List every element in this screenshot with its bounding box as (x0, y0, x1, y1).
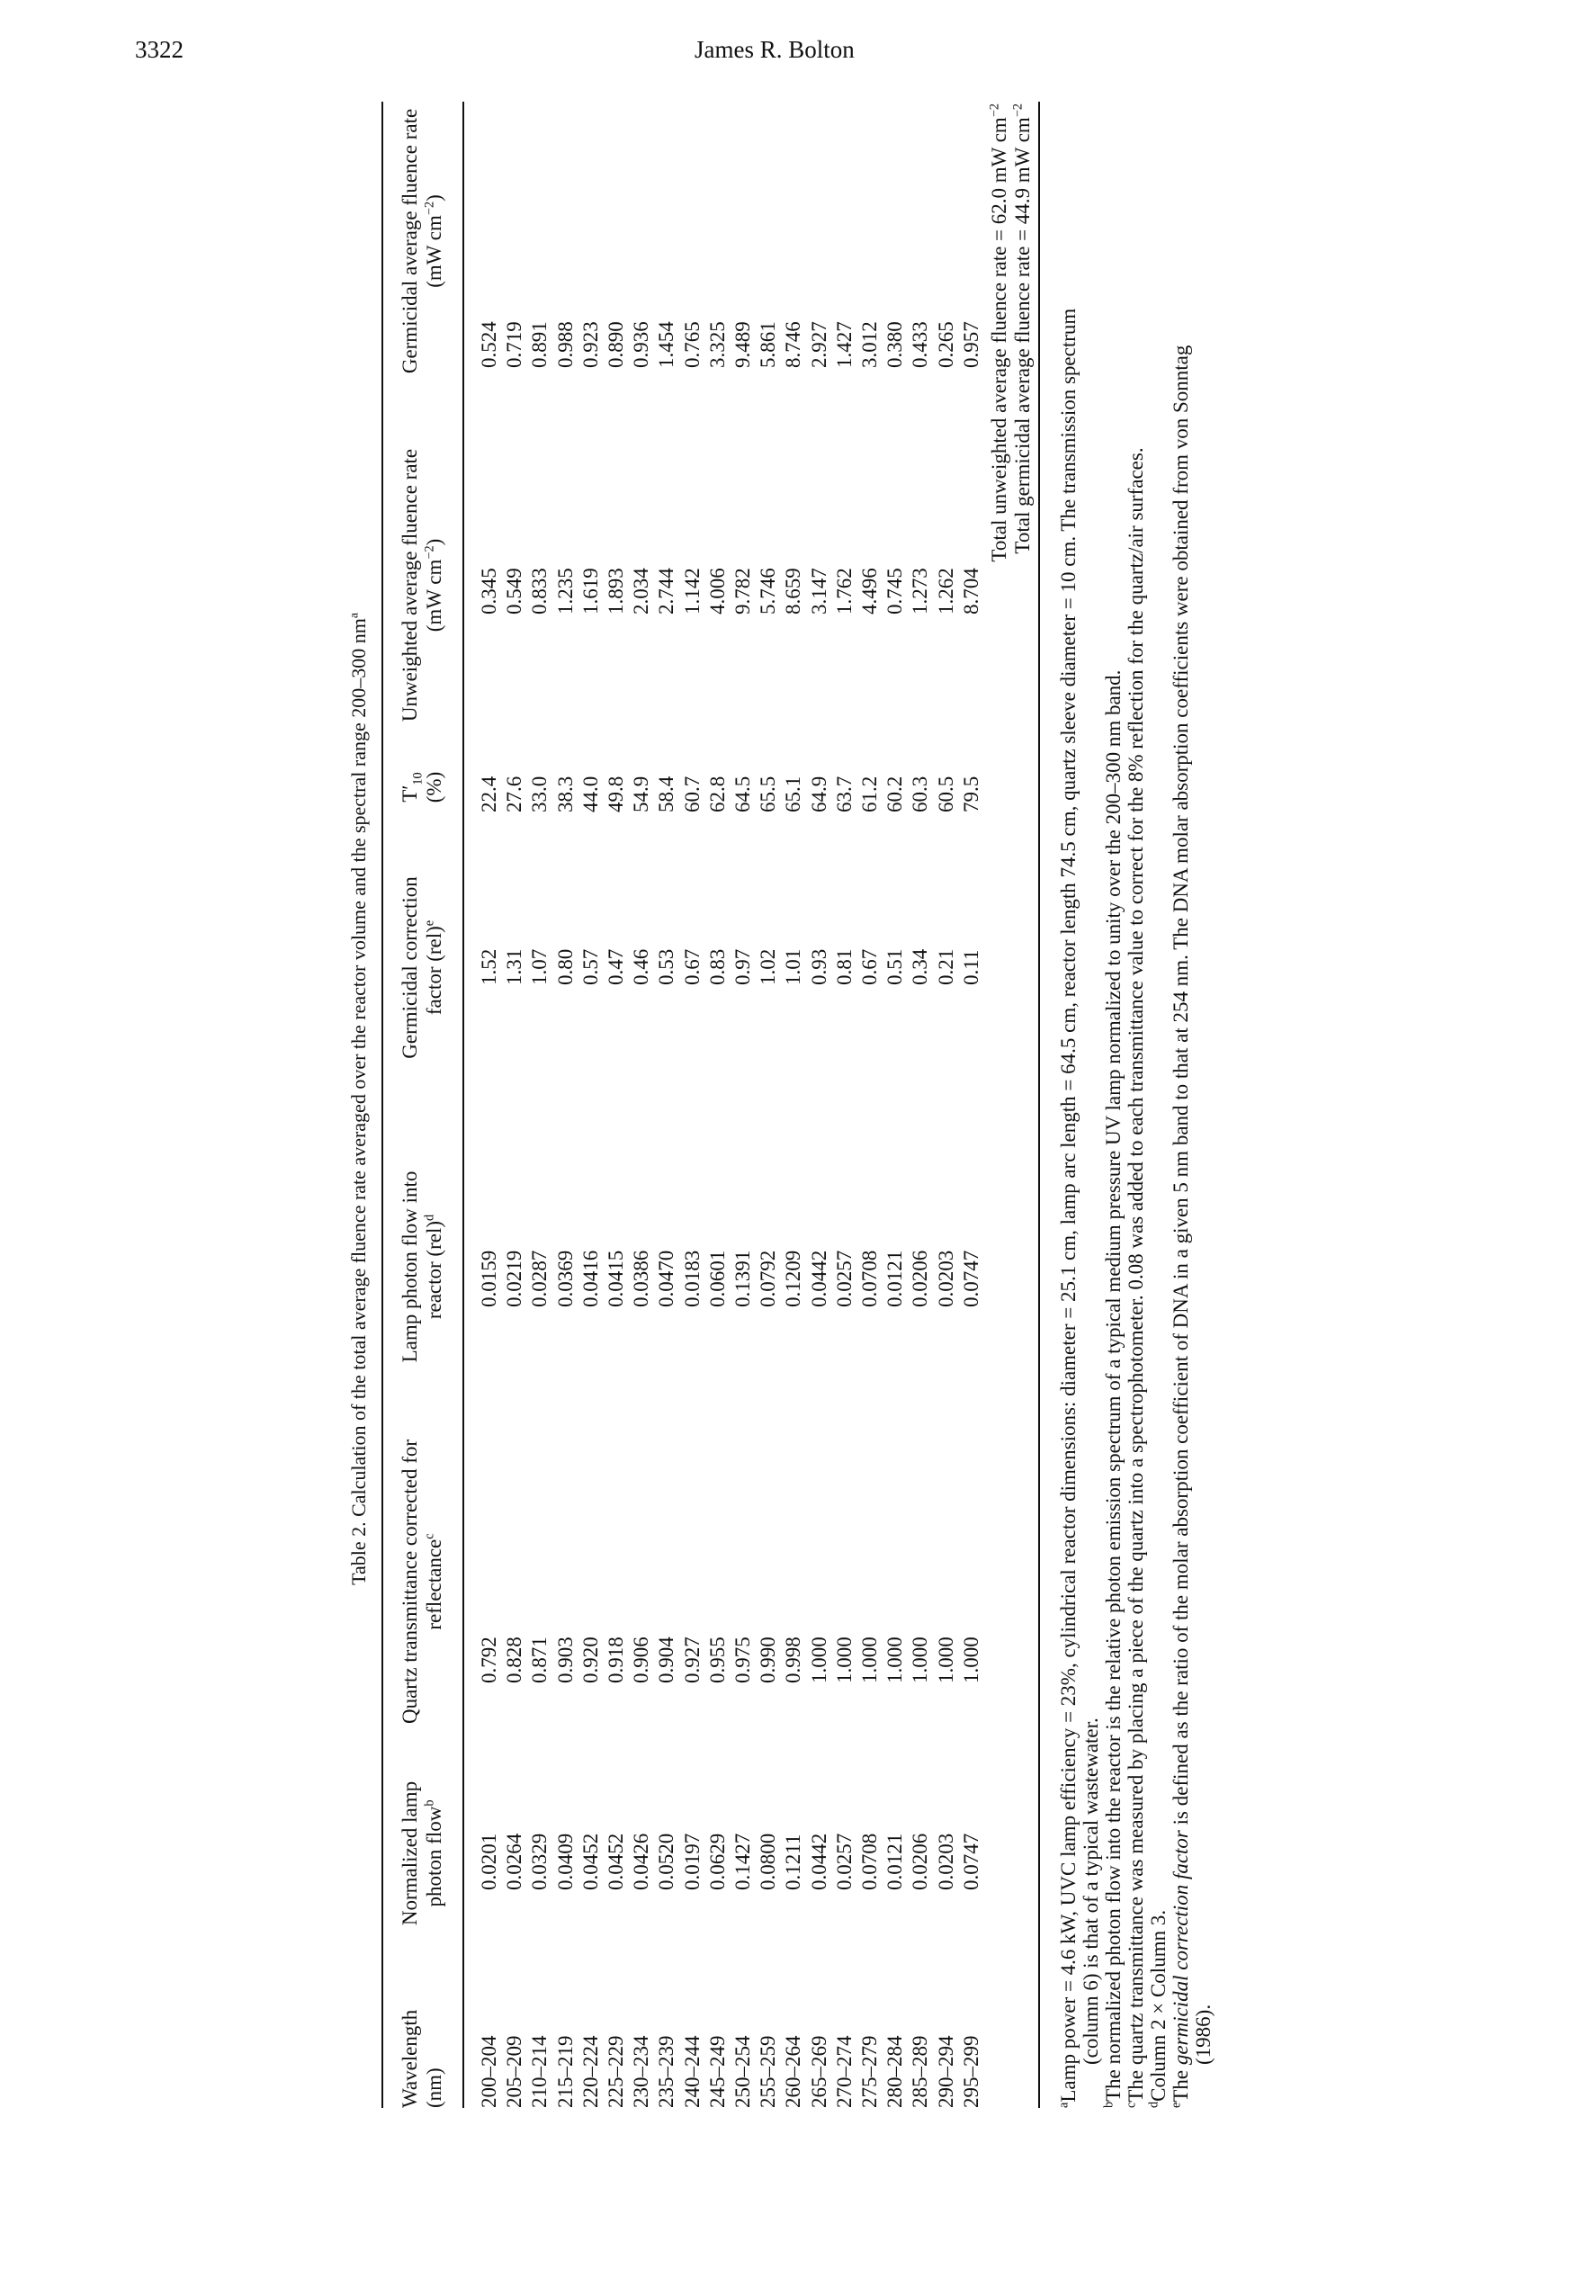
table-cell: 0.719 (503, 321, 526, 368)
table-cell: 270–274 (832, 2035, 856, 2108)
table-cell: 0.1211 (782, 1834, 805, 1890)
table-cell: 0.57 (578, 948, 602, 985)
table-cell: 62.8 (705, 776, 729, 812)
total-unweighted-text: Total unweighted average fluence rate = 62.0 mW cm (988, 117, 1010, 562)
footnote-text: The normalized photon flow into the reactor is the relative photon emission spectrum of a typical medium pressure UV lamp normalized to unity over the 200–300 nm band. (1102, 669, 1125, 2102)
caption-footnote-mark: a (346, 613, 361, 619)
header-superscript: e (422, 919, 437, 927)
table-cell: 280–284 (883, 2035, 907, 2108)
footnote-text: Column 2 × Column 3. (1147, 1909, 1170, 2102)
footnote-d (1147, 309, 1170, 2108)
rotated-table-block (342, 90, 1224, 2108)
table-cell: 0.891 (528, 321, 551, 368)
table-cell: 9.489 (731, 321, 755, 368)
table-cell: 0.833 (528, 568, 551, 614)
footnote-mark: d (1146, 2101, 1161, 2108)
table-cell: 0.792 (478, 1637, 500, 1683)
table-cell: 1.262 (934, 568, 957, 614)
table-cell: 0.53 (655, 948, 678, 985)
table-cell: 1.000 (934, 1637, 957, 1683)
table-cell: 0.83 (705, 948, 729, 985)
table-header-rule (462, 102, 464, 2108)
column-values-unweighted-fluence-rate (477, 561, 984, 614)
table-cell: 0.0257 (832, 1250, 856, 1307)
table-cell: 0.524 (478, 321, 500, 368)
table-cell: 1.273 (909, 568, 932, 614)
header-line-1 (398, 1996, 422, 2108)
page-number: 3322 (135, 36, 184, 63)
header-line-1 (398, 1420, 422, 1744)
table-cell: 0.34 (909, 948, 932, 985)
table-cell: 1.52 (478, 948, 500, 985)
header-line-1 (398, 866, 422, 1069)
header-text: ) (423, 194, 445, 202)
table-cell: 295–299 (959, 2035, 982, 2108)
table-cell: 230–234 (630, 2035, 653, 2108)
table-cell: 0.0426 (630, 1833, 653, 1890)
table-cell: 4.006 (705, 568, 729, 614)
header-text: Normalized lamp (399, 1780, 421, 1926)
header-text: Unweighted average fluence rate (399, 448, 421, 722)
table-cell: 0.927 (680, 1637, 704, 1683)
table-cell: 0.0121 (883, 1833, 907, 1890)
table-cell: 0.0747 (959, 1833, 982, 1890)
footnote-mark: b (1101, 2101, 1116, 2108)
footnote-a-continued: (column 6) is that of a typical wastewater. (1080, 1718, 1102, 2065)
table-cell: 0.0442 (807, 1833, 830, 1890)
header-line-2 (422, 751, 446, 823)
table-cell: 0.957 (959, 321, 982, 368)
table-cell: 255–259 (757, 2035, 780, 2108)
table-cell: 0.0708 (858, 1833, 882, 1890)
table-cell: 0.0121 (883, 1250, 907, 1307)
table-cell: 0.0287 (528, 1250, 551, 1307)
table-cell: 1.235 (553, 568, 577, 614)
table-cell: 0.11 (959, 949, 982, 985)
table-top-rule (381, 102, 383, 2108)
table-cell: 64.5 (731, 776, 755, 812)
column-header-germicidal-correction-factor (398, 866, 446, 1069)
table-cell: 1.02 (757, 948, 780, 985)
table-cell: 245–249 (705, 2035, 729, 2108)
footnote-text: The (1170, 2065, 1192, 2103)
column-values-wavelength (477, 2027, 984, 2108)
table-cell: 49.8 (605, 776, 628, 812)
total-unweighted (988, 103, 1011, 562)
table-cell: 0.97 (731, 948, 755, 985)
table-cell: 1.427 (832, 321, 856, 368)
table-cell: 0.765 (680, 321, 704, 368)
header-text: Lamp photon flow into (399, 1170, 421, 1363)
header-text: photon flow (423, 1806, 445, 1907)
header-text: T′ (399, 785, 421, 803)
table-cell: 1.619 (578, 568, 602, 614)
table-cell: 64.9 (807, 776, 830, 812)
column-values-normalized-lamp-photon-flow (477, 1818, 984, 1890)
table-cell: 1.142 (680, 568, 704, 614)
table-cell: 54.9 (630, 776, 653, 812)
table-cell: 0.0452 (578, 1833, 602, 1890)
table-cell: 0.904 (655, 1637, 678, 1683)
table-cell: 0.0329 (528, 1833, 551, 1890)
table-cell: 0.903 (553, 1637, 577, 1683)
table-cell: 9.782 (731, 568, 755, 614)
table-cell: 0.871 (528, 1637, 551, 1683)
table-cell: 0.0203 (934, 1833, 957, 1890)
table-cell: 0.80 (553, 948, 577, 985)
footnote-italic-term: germicidal correction factor (1170, 1830, 1192, 2066)
table-cell: 0.0415 (605, 1250, 628, 1307)
footnotes (1057, 309, 1215, 2108)
table-cell: 0.265 (934, 321, 957, 368)
header-superscript: −2 (422, 201, 437, 216)
table-bottom-rule (1038, 102, 1040, 2108)
table-cell: 0.0219 (503, 1250, 526, 1307)
table-cell: 0.345 (478, 568, 500, 614)
table-cell: 79.5 (959, 776, 982, 812)
table-cell: 0.0206 (909, 1250, 932, 1307)
column-header-t10-percent (398, 751, 446, 823)
header-line-2 (422, 866, 446, 1069)
header-text: reactor (rel) (423, 1220, 445, 1320)
table-cell: 61.2 (858, 776, 882, 812)
table-cell: 1.000 (909, 1637, 932, 1683)
table-cell: 0.0203 (934, 1250, 957, 1307)
table-cell: 200–204 (478, 2035, 500, 2108)
table-cell: 38.3 (553, 776, 577, 812)
footnote-a (1057, 309, 1080, 2108)
footnote-text: Lamp power = 4.6 kW, UVC lamp efficiency = 23%, cylindrical reactor dimensions: diameter = 25.1 cm, lamp arc length = 64.5 cm, reactor length 74.5 cm, quartz sleeve diameter = 10 cm. The transmission spectrum (1057, 308, 1080, 2103)
table-cell: 27.6 (503, 776, 526, 812)
table-cell: 0.918 (605, 1637, 628, 1683)
table-cell: 60.5 (934, 776, 957, 812)
table-cell: 1.000 (883, 1637, 907, 1683)
header-line-2 (422, 106, 446, 376)
table-cell: 0.920 (578, 1637, 602, 1683)
table-cell: 0.0257 (832, 1833, 856, 1890)
table-cell: 0.923 (578, 321, 602, 368)
total-germicidal-sup: −2 (1010, 103, 1026, 118)
header-line-1 (398, 106, 422, 376)
table-cell: 0.21 (934, 948, 957, 985)
table-cell: 8.746 (782, 321, 805, 368)
header-text: Quartz transmittance corrected for (399, 1439, 421, 1725)
column-values-germicidal-correction-factor (477, 931, 984, 985)
table-cell: 0.0470 (655, 1250, 678, 1307)
table-cell: 1.31 (503, 948, 526, 985)
table-cell: 1.07 (528, 948, 551, 985)
table-cell: 0.0708 (858, 1250, 882, 1307)
table-cell: 3.147 (807, 568, 830, 614)
table-cell: 63.7 (832, 776, 856, 812)
table-cell: 0.745 (883, 568, 907, 614)
column-values-quartz-transmittance (477, 1607, 984, 1683)
header-line-1 (398, 751, 426, 823)
footnote-e-continued: (1986). (1192, 2004, 1215, 2065)
table-cell: 0.906 (630, 1637, 653, 1683)
table-cell: 0.0159 (478, 1250, 500, 1307)
header-line-2 (422, 1136, 446, 1397)
header-text: (nm) (423, 2067, 445, 2108)
table-cell: 58.4 (655, 776, 678, 812)
table-cell: 0.0409 (553, 1833, 577, 1890)
table-cell: 205–209 (503, 2035, 526, 2108)
header-line-1 (398, 1136, 422, 1397)
table-cell: 260–264 (782, 2035, 805, 2108)
table-cell: 0.988 (553, 321, 577, 368)
table-cell: 210–214 (528, 2035, 551, 2108)
table-totals (988, 103, 1035, 562)
header-superscript: −2 (422, 545, 437, 560)
table-cell: 225–229 (605, 2035, 628, 2108)
table-cell: 0.998 (782, 1637, 805, 1683)
table-cell: 5.746 (757, 568, 780, 614)
table-cell: 285–289 (909, 2035, 932, 2108)
table-cell: 215–219 (553, 2035, 577, 2108)
table-cell: 0.936 (630, 321, 653, 368)
table-cell: 1.454 (655, 321, 678, 368)
table-cell: 1.762 (832, 568, 856, 614)
header-line-1 (398, 430, 422, 740)
footnote-mark: c (1124, 2102, 1139, 2108)
header-text: factor (rel) (423, 926, 445, 1016)
table-cell: 0.0264 (503, 1833, 526, 1890)
column-header-wavelength (398, 1996, 446, 2108)
table-cell: 0.955 (705, 1637, 729, 1683)
table-cell: 0.0747 (959, 1250, 982, 1307)
table-cell: 0.46 (630, 948, 653, 985)
footnote-e (1170, 309, 1192, 2108)
table-cell: 1.000 (959, 1637, 982, 1683)
footnote-mark: e (1169, 2102, 1184, 2108)
table-cell: 0.0800 (757, 1833, 780, 1890)
table-cell: 0.0442 (807, 1250, 830, 1307)
table-cell: 265–269 (807, 2035, 830, 2108)
header-text: reflectance (423, 1538, 445, 1630)
table-cell: 4.496 (858, 568, 882, 614)
table-cell: 0.380 (883, 321, 907, 368)
table-cell: 290–294 (934, 2035, 957, 2108)
footnote-mark: a (1056, 2102, 1071, 2108)
footnote-text: The quartz transmittance was measured by placing a piece of the quartz into a spectrophotometer. 0.08 was added to each transmittance value to correct for the 8% reflection for the quartz/air surfaces. (1125, 447, 1147, 2103)
table-cell: 0.1427 (731, 1833, 755, 1890)
table-cell: 0.1209 (782, 1250, 805, 1307)
table-cell: 8.659 (782, 568, 805, 614)
table-cell: 0.0792 (757, 1250, 780, 1307)
header-subscript: 10 (410, 772, 426, 785)
table-cell: 0.0201 (478, 1833, 500, 1890)
table-cell: 3.325 (705, 321, 729, 368)
header-line-2 (422, 1996, 446, 2108)
header-text: ) (423, 538, 445, 546)
table-cell: 0.975 (731, 1637, 755, 1683)
table-cell: 1.000 (832, 1637, 856, 1683)
table-cell: 5.861 (757, 321, 780, 368)
caption-text: Table 2. Calculation of the total average fluence rate averaged over the reactor volume and the spectral range 200–300 nm (347, 618, 370, 1585)
table-cell: 0.0452 (605, 1833, 628, 1890)
column-header-germicidal-fluence-rate (398, 106, 446, 376)
table-cell: 60.7 (680, 776, 704, 812)
column-header-normalized-lamp-photon-flow (398, 1770, 446, 1937)
table-cell: 60.2 (883, 776, 907, 812)
table-cell: 8.704 (959, 568, 982, 614)
footnote-c (1125, 309, 1147, 2108)
header-superscript: d (422, 1214, 437, 1221)
table-cell: 60.3 (909, 776, 932, 812)
header-text: Germicidal average fluence rate (399, 108, 421, 374)
column-header-lamp-photon-flow-into-reactor (398, 1136, 446, 1397)
table-cell: 0.0206 (909, 1833, 932, 1890)
table-cell: 0.67 (858, 948, 882, 985)
table-cell: 1.893 (605, 568, 628, 614)
table-cell: 250–254 (731, 2035, 755, 2108)
table-cell: 235–239 (655, 2035, 678, 2108)
table-cell: 0.47 (605, 948, 628, 985)
header-text: Wavelength (399, 2009, 421, 2108)
table-cell: 0.0386 (630, 1250, 653, 1307)
table-cell: 0.549 (503, 568, 526, 614)
table-cell: 65.5 (757, 776, 780, 812)
table-cell: 22.4 (478, 776, 500, 812)
table-cell: 44.0 (578, 776, 602, 812)
table-cell: 220–224 (578, 2035, 602, 2108)
column-header-quartz-transmittance (398, 1420, 446, 1744)
table-cell: 0.0601 (705, 1250, 729, 1307)
table-cell: 1.000 (858, 1637, 882, 1683)
table-cell: 2.744 (655, 568, 678, 614)
table-cell: 1.000 (807, 1637, 830, 1683)
table-cell: 0.81 (832, 948, 856, 985)
header-line-1 (398, 1770, 422, 1937)
table-cell: 2.034 (630, 568, 653, 614)
header-line-2 (422, 1770, 446, 1937)
header-line-2 (422, 430, 446, 740)
table-cell: 0.433 (909, 321, 932, 368)
header-text: (mW cm (423, 559, 445, 632)
table-cell: 240–244 (680, 2035, 704, 2108)
header-text: Germicidal correction (399, 876, 421, 1059)
table-cell: 1.01 (782, 948, 805, 985)
column-values-lamp-photon-flow-into-reactor (477, 1231, 984, 1307)
table-cell: 0.0369 (553, 1250, 577, 1307)
footnote-b (1102, 309, 1125, 2108)
column-values-germicidal-fluence-rate (477, 278, 984, 368)
header-text: (mW cm (423, 215, 445, 288)
table-cell: 275–279 (858, 2035, 882, 2108)
table-cell: 0.0416 (578, 1250, 602, 1307)
total-germicidal (1011, 103, 1035, 562)
running-title: James R. Bolton (695, 36, 855, 63)
header-superscript: b (422, 1799, 437, 1807)
table-cell: 0.51 (883, 948, 907, 985)
table-cell: 0.93 (807, 948, 830, 985)
header-superscript: c (422, 1533, 437, 1539)
table-cell: 0.990 (757, 1637, 780, 1683)
table-cell: 3.012 (858, 321, 882, 368)
table-cell: 65.1 (782, 776, 805, 812)
table-cell: 0.67 (680, 948, 704, 985)
table-cell: 33.0 (528, 776, 551, 812)
total-unweighted-sup: −2 (987, 103, 1002, 118)
table-cell: 0.0520 (655, 1833, 678, 1890)
column-header-unweighted-fluence-rate (398, 430, 446, 740)
header-text: (%) (423, 771, 445, 803)
table-cell: 0.890 (605, 321, 628, 368)
table-caption (347, 90, 371, 2108)
table-cell: 0.0183 (680, 1250, 704, 1307)
header-line-2 (422, 1420, 446, 1744)
table-cell: 0.0197 (680, 1833, 704, 1890)
total-germicidal-text: Total germicidal average fluence rate = 44.9 mW cm (1011, 117, 1034, 554)
footnote-text: is defined as the ratio of the molar absorption coefficient of DNA in a given 5 nm band to that at 254 nm. The DNA molar absorption coefficients were obtained from von Sonntag (1170, 345, 1192, 1831)
table-cell: 0.828 (503, 1637, 526, 1683)
column-values-t10-percent (477, 767, 984, 812)
table-cell: 0.1391 (731, 1250, 755, 1307)
table-cell: 0.0629 (705, 1833, 729, 1890)
table-cell: 2.927 (807, 321, 830, 368)
